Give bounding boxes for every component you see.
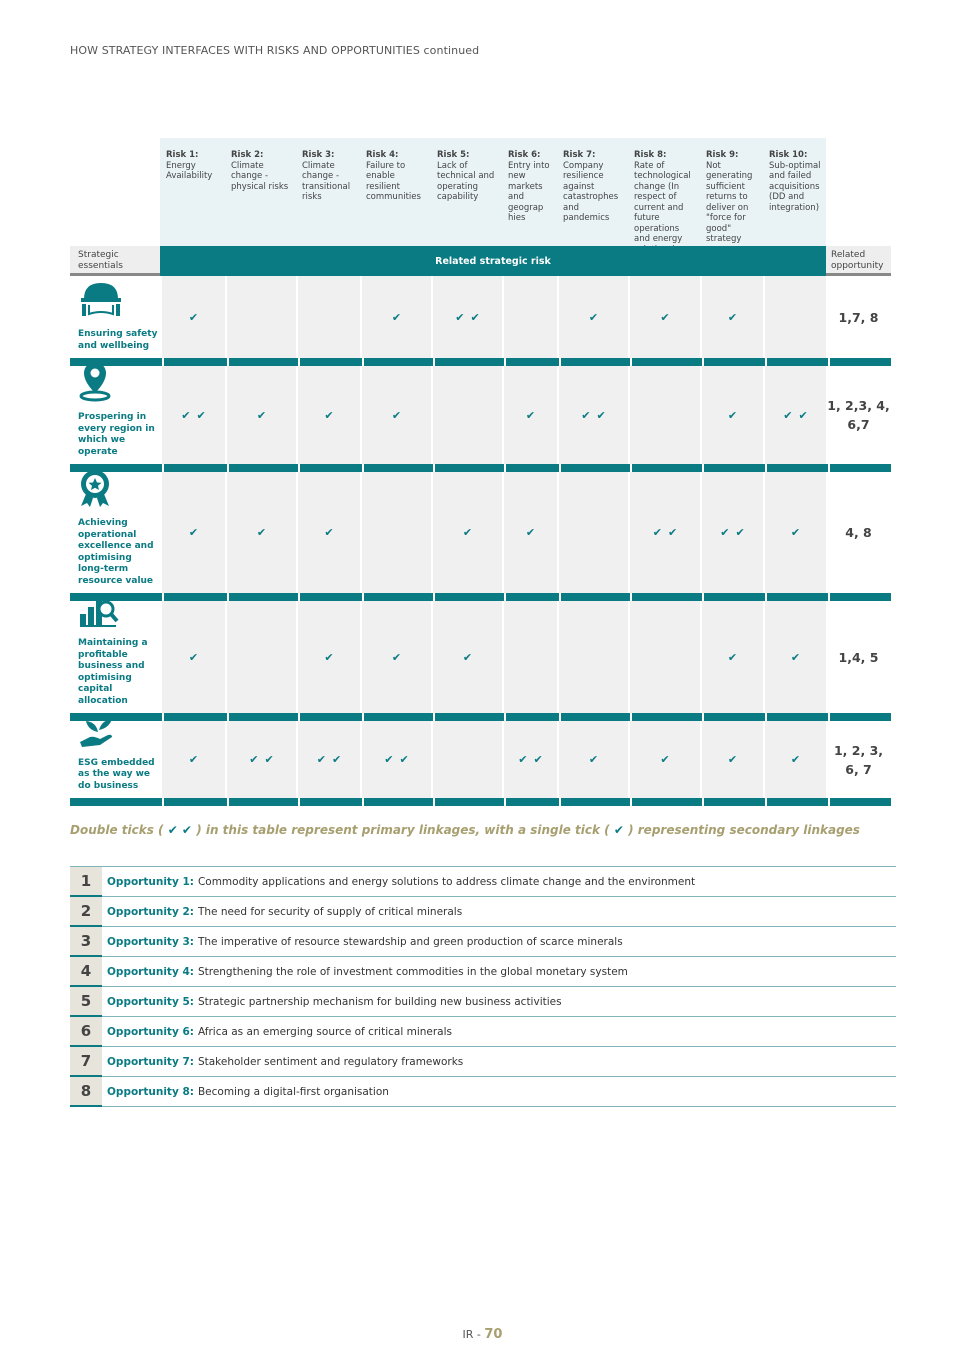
tick-icon: ✔ — [256, 408, 267, 422]
strategic-essential: ESG embedded as the way we do business — [70, 721, 160, 798]
linkage-cell — [296, 601, 360, 713]
opportunity-label: Opportunity 3: — [107, 935, 194, 948]
opportunity-text: The need for security of supply of critical minerals — [197, 905, 463, 918]
linkage-cell — [557, 601, 628, 713]
risk-header-row — [70, 138, 891, 246]
tick-icon: ✔ — [660, 753, 670, 766]
linkage-cell — [763, 366, 826, 464]
linkage-cell — [557, 366, 628, 464]
opportunity-text: The imperative of resource stewardship and green production of scarce minerals — [197, 935, 623, 948]
tick-icon: ✔ — [324, 408, 334, 422]
related-opportunity: 1,4, 5 — [838, 649, 879, 665]
opportunity-label: Opportunity 5: — [107, 995, 194, 1008]
opportunity-item — [70, 987, 896, 1017]
row-divider — [70, 464, 891, 472]
header-band — [70, 246, 891, 276]
linkage-cell — [502, 366, 557, 464]
tick-icon: ✔ — [596, 408, 606, 422]
tick-icon: ✔ — [256, 526, 267, 539]
linkage-cell — [296, 276, 360, 358]
linkage-cell — [360, 276, 431, 358]
tick-icon: ✔ — [188, 526, 199, 539]
opportunity-text: Africa as an emerging source of critical minerals — [197, 1025, 452, 1038]
tick-icon: ✔ — [391, 650, 402, 664]
tick-icon: ✔ — [324, 650, 334, 664]
opportunity-item — [70, 1077, 896, 1107]
tick-icon: ✔ — [727, 408, 738, 422]
double-tick-icon: ✔ ✔ — [167, 823, 192, 837]
linkage-cell — [225, 276, 296, 358]
linkage-cell — [700, 601, 763, 713]
bar-chart-magnifier-icon — [78, 594, 160, 638]
opportunity-text: Stakeholder sentiment and regulatory frameworks — [197, 1055, 464, 1068]
linkage-cell — [700, 472, 763, 593]
opportunity-text: Strategic partnership mechanism for building new business activities — [197, 995, 562, 1008]
opportunity-item — [70, 957, 896, 987]
strategic-essentials-heading: Strategic essentials — [70, 246, 160, 276]
linkage-cell — [628, 366, 700, 464]
linkage-cell — [502, 601, 557, 713]
risk-header-5: Risk 5: Lack of technical and operating capability — [431, 138, 502, 246]
opportunity-text: Commodity applications and energy solutions to address climate change and the environment — [197, 875, 696, 888]
risk-header-10: Risk 10: Sub-optimal and failed acquisitions (DD and integration) — [763, 138, 826, 246]
opportunity-number: 2 — [70, 897, 102, 927]
tick-icon: ✔ — [399, 753, 409, 766]
risk-header-8: Risk 8: Rate of technological change (In respect of current and future operations and energy — [628, 138, 700, 246]
running-header: HOW STRATEGY INTERFACES WITH RISKS AND OPPORTUNITIES continued — [70, 44, 480, 57]
opportunity-number: 5 — [70, 987, 102, 1017]
opportunity-text: Becoming a digital-first organisation — [197, 1085, 389, 1098]
linkage-cell — [431, 721, 502, 798]
linkage-cell — [557, 472, 628, 593]
row-divider — [70, 358, 891, 366]
table-row — [70, 366, 891, 464]
linkage-cell — [628, 276, 700, 358]
table-row — [70, 472, 891, 593]
tick-icon: ✔ — [316, 753, 326, 766]
tick-icon: ✔ — [462, 526, 473, 539]
tick-icon: ✔ — [581, 408, 591, 422]
opportunity-item — [70, 927, 896, 957]
linkage-cell — [628, 601, 700, 713]
tick-icon: ✔ — [391, 310, 402, 324]
linkage-cell — [700, 721, 763, 798]
row-divider — [70, 713, 891, 721]
linkage-cell — [160, 276, 225, 358]
single-tick-icon: ✔ — [613, 823, 624, 837]
opportunity-number: 1 — [70, 867, 102, 897]
linkage-cell — [502, 721, 557, 798]
linkage-cell — [763, 601, 826, 713]
linkage-cell — [296, 472, 360, 593]
risk-header-4: Risk 4: Failure to enable resilient communities — [360, 138, 431, 246]
linkage-cell — [296, 721, 360, 798]
linkage-cell — [431, 366, 502, 464]
tick-legend-note: Double ticks ( ✔ ✔ ) in this table represent primary linkages, with a single tick ( ✔ ) representing secondary linkages — [70, 823, 860, 837]
linkage-cell — [160, 721, 225, 798]
award-badge-icon — [78, 468, 160, 518]
linkage-cell — [700, 366, 763, 464]
opportunity-item — [70, 1017, 896, 1047]
opportunity-number: 8 — [70, 1077, 102, 1107]
tick-icon: ✔ — [470, 310, 480, 324]
opportunity-item — [70, 897, 896, 927]
tick-icon: ✔ — [188, 753, 199, 766]
linkage-cell — [225, 472, 296, 593]
linkage-cell — [360, 366, 431, 464]
linkage-cell — [360, 721, 431, 798]
tick-icon: ✔ — [783, 408, 793, 422]
opportunity-number: 3 — [70, 927, 102, 957]
tick-icon: ✔ — [790, 753, 801, 766]
risk-linkage-table — [70, 138, 891, 806]
related-opportunity: 1, 2, 3, 6, 7 — [833, 742, 884, 777]
hand-plant-icon — [78, 718, 160, 758]
linkage-cell — [628, 721, 700, 798]
strategic-essential: Achieving operational excellence and optimising long-term resource value — [70, 472, 160, 593]
risk-header-6: Risk 6: Entry into new markets and geograp hies — [502, 138, 557, 246]
tick-icon: ✔ — [188, 650, 199, 664]
linkage-cell — [557, 276, 628, 358]
page-number: 70 — [484, 1327, 503, 1342]
location-pin-icon — [78, 360, 160, 412]
page-footer: IR - 70 — [462, 1327, 503, 1342]
strategic-essential: Ensuring safety and wellbeing — [70, 276, 160, 358]
linkage-cell — [431, 276, 502, 358]
tick-icon: ✔ — [455, 310, 465, 324]
risk-header-3: Risk 3: Climate change - transitional risks — [296, 138, 360, 246]
related-opportunity: 1,7, 8 — [838, 309, 879, 325]
risk-header-7: Risk 7: Company resilience against catastrophes and pandemics — [557, 138, 628, 246]
opportunity-label: Opportunity 4: — [107, 965, 194, 978]
linkage-cell — [502, 276, 557, 358]
linkage-cell — [225, 721, 296, 798]
opportunity-number: 6 — [70, 1017, 102, 1047]
tick-icon: ✔ — [181, 408, 191, 422]
strategic-essential: Prospering in every region in which we operate — [70, 366, 160, 464]
linkage-cell — [700, 276, 763, 358]
opportunity-number: 7 — [70, 1047, 102, 1077]
opportunity-text: Strengthening the role of investment commodities in the global monetary system — [197, 965, 628, 978]
tick-icon: ✔ — [727, 753, 738, 766]
table-row — [70, 721, 891, 798]
linkage-cell — [160, 472, 225, 593]
linkage-cell — [763, 276, 826, 358]
linkage-cell — [763, 472, 826, 593]
hard-hat-icon — [78, 279, 160, 329]
opportunity-label: Opportunity 1: — [107, 875, 194, 888]
tick-icon: ✔ — [588, 753, 599, 766]
linkage-cell — [431, 601, 502, 713]
tick-icon: ✔ — [790, 650, 801, 664]
opportunity-label: Opportunity 7: — [107, 1055, 194, 1068]
linkage-cell — [160, 366, 225, 464]
tick-icon: ✔ — [727, 310, 738, 324]
strategic-essential: Maintaining a profitable business and optimising capital allocation — [70, 601, 160, 713]
tick-icon: ✔ — [720, 526, 730, 539]
opportunities-list — [70, 866, 896, 1107]
related-opportunity-heading: Related opportunity — [826, 246, 891, 276]
linkage-cell — [296, 366, 360, 464]
tick-icon: ✔ — [391, 408, 402, 422]
tick-icon: ✔ — [249, 753, 259, 766]
opportunity-label: Opportunity 2: — [107, 905, 194, 918]
tick-icon: ✔ — [324, 526, 334, 539]
tick-icon: ✔ — [735, 526, 745, 539]
linkage-cell — [763, 721, 826, 798]
risk-header-1: Risk 1: Energy Availability — [160, 138, 225, 246]
related-opportunity: 1, 2,3, 4, 6,7 — [827, 398, 890, 432]
row-divider — [70, 798, 891, 806]
table-row — [70, 276, 891, 358]
linkage-cell — [225, 601, 296, 713]
linkage-cell — [360, 472, 431, 593]
related-opportunity: 4, 8 — [845, 525, 872, 540]
linkage-cell — [502, 472, 557, 593]
tick-icon: ✔ — [264, 753, 274, 766]
row-divider — [70, 593, 891, 601]
tick-icon: ✔ — [588, 310, 599, 324]
linkage-cell — [160, 601, 225, 713]
linkage-cell — [628, 472, 700, 593]
tick-icon: ✔ — [652, 526, 662, 539]
tick-icon: ✔ — [525, 408, 536, 422]
tick-icon: ✔ — [384, 753, 394, 766]
opportunity-number: 4 — [70, 957, 102, 987]
tick-icon: ✔ — [332, 753, 342, 766]
linkage-cell — [225, 366, 296, 464]
opportunity-item — [70, 1047, 896, 1077]
opportunity-item — [70, 867, 896, 897]
linkage-cell — [431, 472, 502, 593]
linkage-cell — [557, 721, 628, 798]
tick-icon: ✔ — [798, 408, 808, 422]
related-strategic-risk-heading: Related strategic risk — [160, 246, 826, 276]
tick-icon: ✔ — [188, 310, 199, 324]
risk-header-2: Risk 2: Climate change - physical risks — [225, 138, 296, 246]
risk-header-9: Risk 9: Not generating sufficient returns to deliver on "force for good" strategy — [700, 138, 763, 246]
tick-icon: ✔ — [462, 650, 473, 664]
tick-icon: ✔ — [518, 753, 528, 766]
tick-icon: ✔ — [727, 650, 738, 664]
tick-icon: ✔ — [525, 526, 536, 539]
opportunity-label: Opportunity 6: — [107, 1025, 194, 1038]
tick-icon: ✔ — [196, 408, 206, 422]
tick-icon: ✔ — [668, 526, 678, 539]
tick-icon: ✔ — [533, 753, 543, 766]
table-row — [70, 601, 891, 713]
linkage-cell — [360, 601, 431, 713]
opportunity-label: Opportunity 8: — [107, 1085, 194, 1098]
tick-icon: ✔ — [660, 310, 670, 324]
tick-icon: ✔ — [790, 526, 801, 539]
